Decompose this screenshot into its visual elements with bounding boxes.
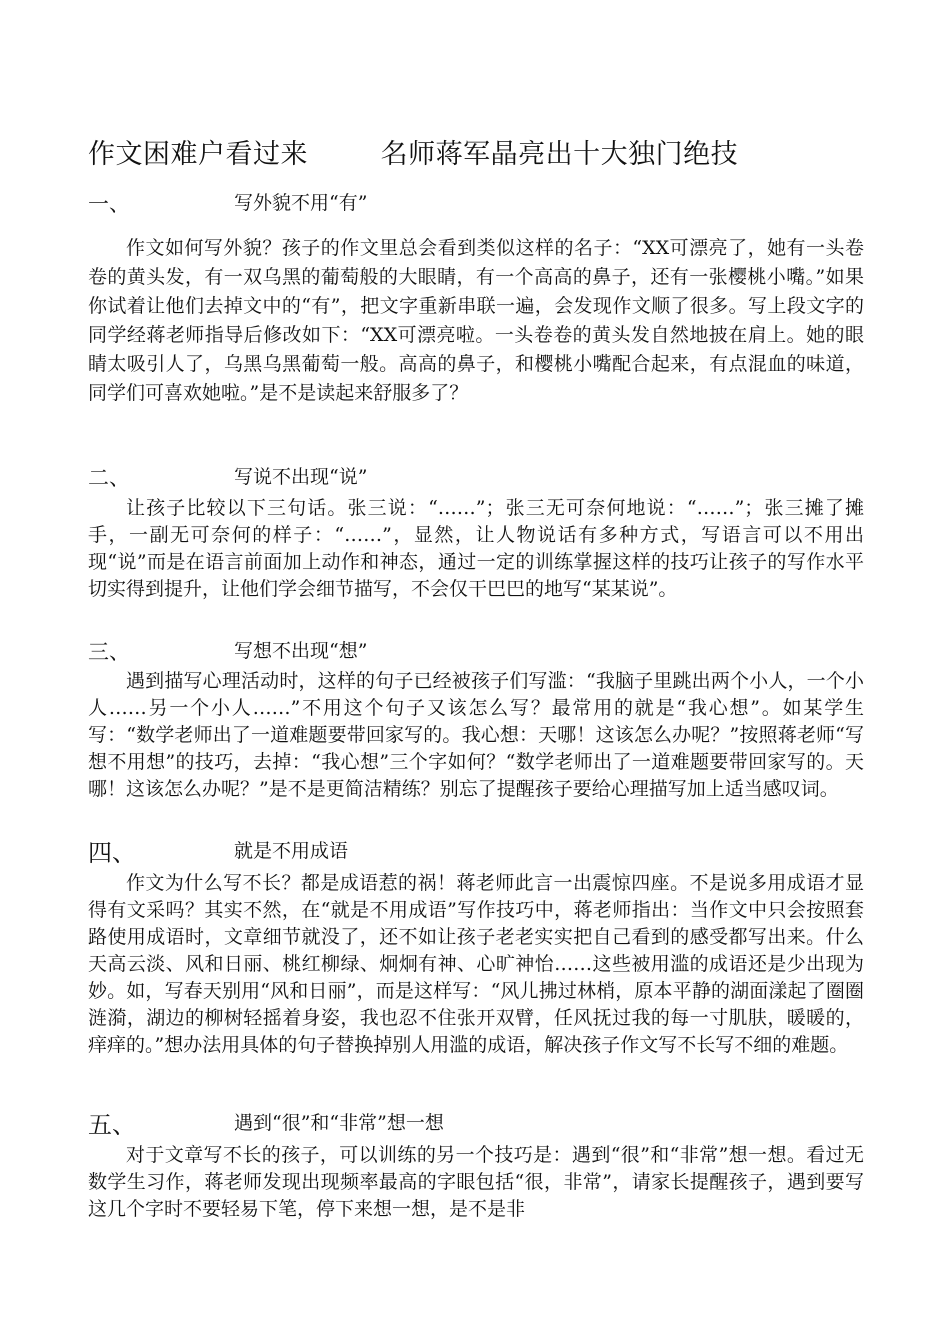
section-title: 就是不用成语 — [234, 840, 349, 862]
section-title: 写外貌不用“有” — [234, 192, 368, 214]
section-number: 四、 — [88, 839, 136, 867]
section-paragraph-2: 让孩子比较以下三句话。张三说：“……”；张三无可奈何地说：“……”；张三摊了摊手，一副无可奈何的样子：“……”，显然，让人物说话有多种方式，写语言可以不用出现“说”而是在语言前面加上动作和神态，通过一定的训练掌握这样的技巧让孩子的写作水平切实得到提升，让他们学会细节描写，不会仅干巴巴的地写“某某说”。 — [88, 497, 864, 600]
section-number: 二、 — [88, 466, 130, 490]
section-title: 写想不出现“想” — [234, 640, 368, 662]
section-number: 五、 — [88, 1111, 136, 1139]
section-number: 三、 — [88, 640, 130, 664]
document-title: 作文困难户看过来 名师蒋军晶亮出十大独门绝技 — [88, 139, 739, 170]
section-paragraph-4: 作文为什么写不长？都是成语惹的祸！蒋老师此言一出震惊四座。不是说多用成语才显得有文采吗？其实不然，在“就是不用成语”写作技巧中，蒋老师指出：当作文中只会按照套路使用成语时，文章细节就没了，还不如让孩子老老实实把自己看到的感受都写出来。什么天高云淡、风和日丽、桃红柳绿、炯炯有神、心旷神怡……这些被用滥的成语还是少出现为妙。如，写春天别用“风和日丽”，而是这样写：“风儿拂过林梢，原本平静的湖面漾起了圈圈涟漪，湖边的柳树轻摇着身姿，我也忍不住张开双臂，任风抚过我的每一寸肌肤，暖暖的，痒痒的。”想办法用具体的句子替换掉别人用滥的成语，解决孩子作文写不长写不细的难题。 — [88, 872, 864, 1056]
section-title: 遇到“很”和“非常”想一想 — [234, 1112, 444, 1134]
section-paragraph-5: 对于文章写不长的孩子，可以训练的另一个技巧是：遇到“很”和“非常”想一想。看过无数学生习作，蒋老师发现出现频率最高的字眼包括“很，非常”，请家长提醒孩子，遇到要写这几个字时不要轻易下笔，停下来想一想，是不是非 — [88, 1144, 864, 1220]
section-number: 一、 — [88, 192, 130, 216]
section-paragraph-3: 遇到描写心理活动时，这样的句子已经被孩子们写滥：“我脑子里跳出两个小人，一个小人……另一个小人……”不用这个句子又该怎么写？最常用的就是“我心想”。如某学生写：“数学老师出了一道难题要带回家写的。我心想：天哪！这该怎么办呢？”按照蒋老师“写想不用想”的技巧，去掉：“我心想”三个字如何？“数学老师出了一道难题要带回家写的。天哪！这该怎么办呢？”是不是更简洁精练？别忘了提醒孩子要给心理描写加上适当感叹词。 — [88, 670, 864, 800]
section-paragraph-1: 作文如何写外貌？孩子的作文里总会看到类似这样的名子：“XX可漂亮了，她有一头卷卷的黄头发，有一双乌黑的葡萄般的大眼睛，有一个高高的鼻子，还有一张樱桃小嘴。”如果你试着让他们去掉文中的“有”，把文字重新串联一遍，会发现作文顺了很多。写上段文字的同学经蒋老师指导后修改如下：“XX可漂亮啦。一头卷卷的黄头发自然地披在肩上。她的眼睛太吸引人了，乌黑乌黑葡萄一般。高高的鼻子，和樱桃小嘴配合起来，有点混血的味道，同学们可喜欢她啦。”是不是读起来舒服多了？ — [88, 237, 864, 404]
section-title: 写说不出现“说” — [234, 466, 368, 488]
